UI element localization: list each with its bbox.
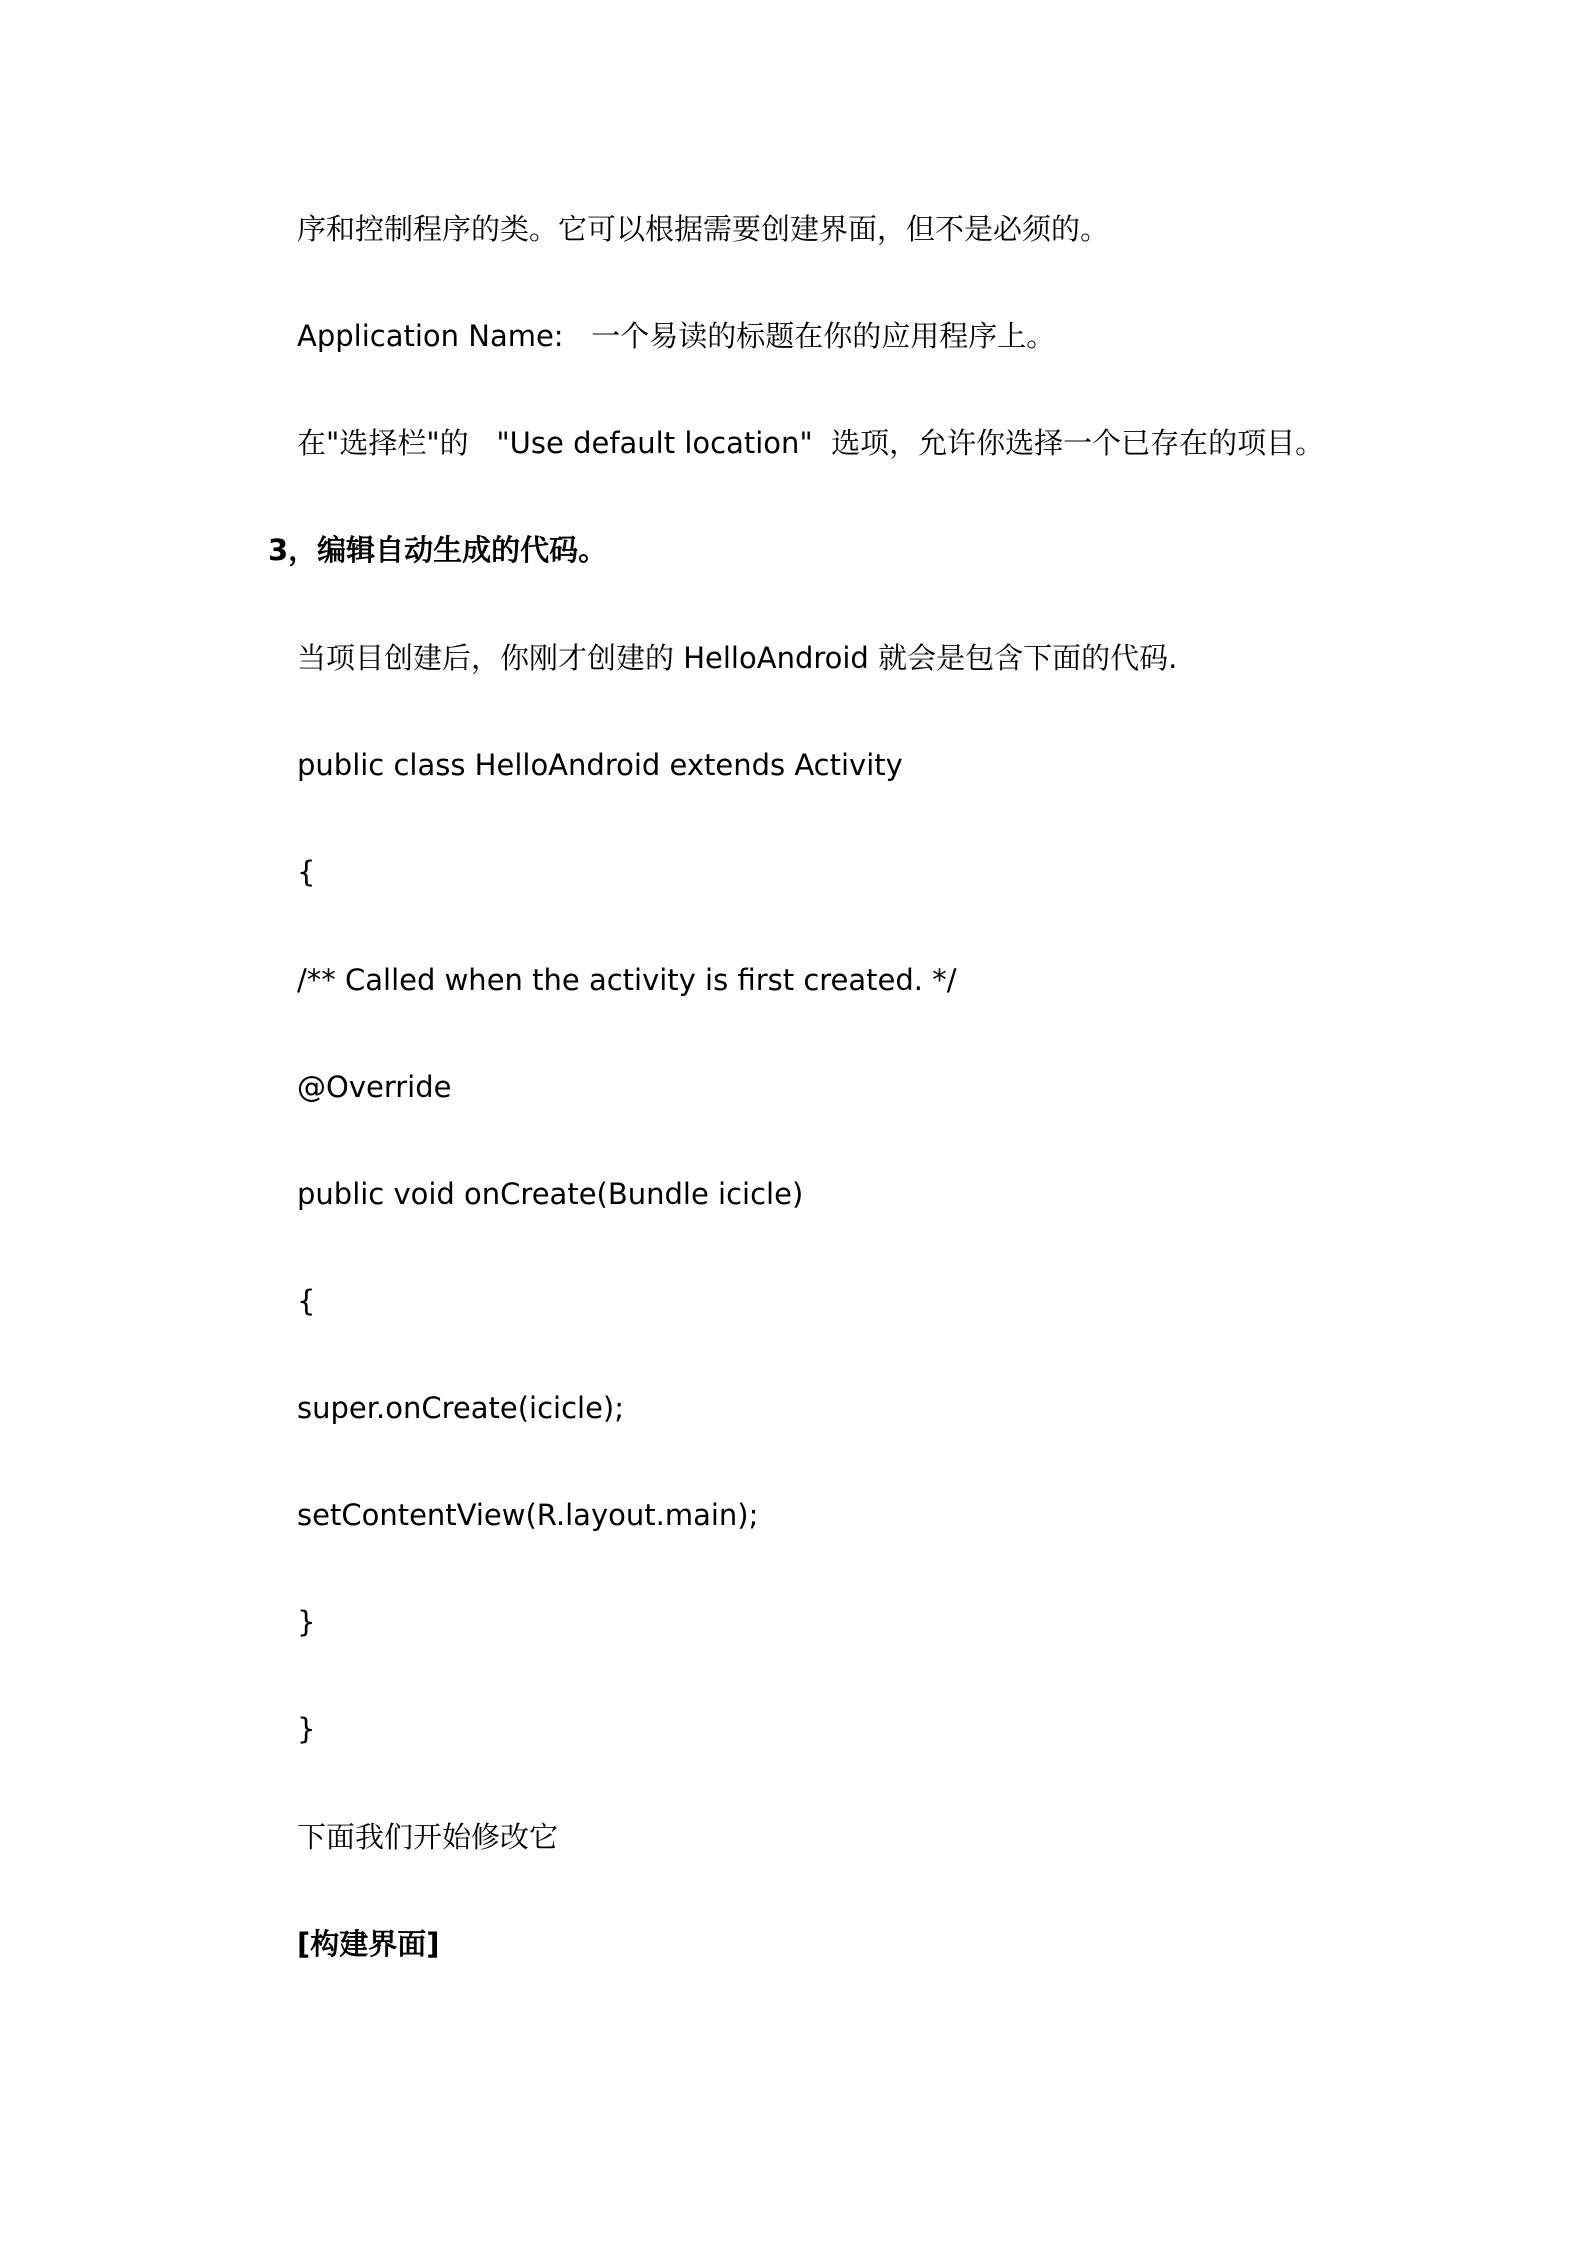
code-line: /** Called when the activity is first created. */ (297, 963, 957, 997)
paragraph-activity-description: 序和控制程序的类。它可以根据需要创建界面，但不是必须的。 (297, 212, 1110, 246)
code-line: public void onCreate(Bundle icicle) (297, 1177, 804, 1211)
paragraph-start-modifying: 下面我们开始修改它 (297, 1820, 559, 1854)
step-3-heading: 3，编辑自动生成的代码。 (268, 533, 608, 567)
paragraph-project-created: 当项目创建后，你刚才创建的 HelloAndroid 就会是包含下面的代码. (297, 641, 1178, 675)
section-heading-build-ui: [构建界面] (297, 1927, 440, 1961)
code-line: } (297, 1605, 316, 1639)
paragraph-application-name: Application Name: 一个易读的标题在你的应用程序上。 (297, 319, 1056, 353)
paragraph-use-default-location: 在"选择栏"的 "Use default location" 选项，允许你选择一个已存在的项目。 (297, 426, 1325, 460)
code-line: { (297, 855, 316, 889)
code-line: super.onCreate(icicle); (297, 1391, 625, 1425)
code-line: setContentView(R.layout.main); (297, 1498, 759, 1532)
code-line: @Override (297, 1070, 452, 1104)
code-line: } (297, 1712, 316, 1746)
code-line: public class HelloAndroid extends Activity (297, 748, 903, 782)
code-line: { (297, 1284, 316, 1318)
